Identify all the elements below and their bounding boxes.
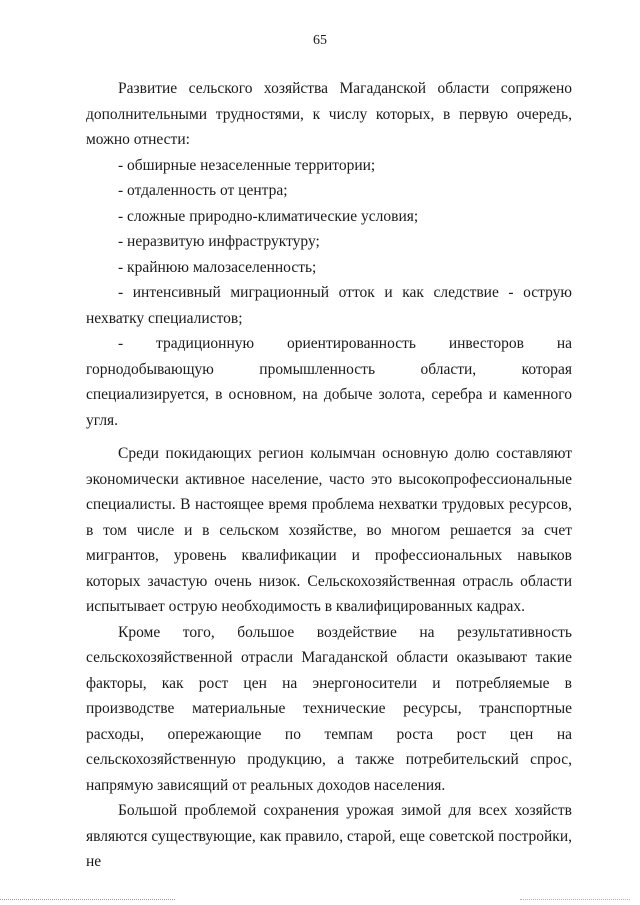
list-item: - отдаленность от центра; bbox=[118, 182, 288, 199]
migration-paragraph: Среди покидающих регион колымчан основную долю составляют экономически активное население, часто это высокопрофессиональные специалисты. В настоящее время проблема нехватки трудовых ресурсов, в том числе и в сельском хозяйстве, во многом решается за счет мигрантов, уровень квалификации и профессиональных навыков которых зачастую очень низок. Сельскохозяйственная отрасль области испытывает острую необходимость в квалифицированных кадрах. bbox=[86, 445, 572, 615]
footer-scan-line bbox=[520, 899, 630, 900]
list-item: - неразвитую инфраструктуру; bbox=[118, 233, 320, 250]
factors-paragraph: Кроме того, большое воздействие на результативность сельскохозяйственной отрасли Магаданской области оказывают такие факторы, как рост цен на энергоносители и потребляемые в производстве материальные технические ресурсы, транспортные расходы, опережающие по темпам роста рост цен на сельскохозяйственную продукцию, а также потребительский спрос, напрямую зависящий от реальных доходов населения. bbox=[86, 623, 572, 794]
page-number: 65 bbox=[313, 33, 327, 48]
list-item: - крайнюю малозаселенность; bbox=[118, 258, 317, 276]
list-item: - традиционную ориентированность инвесторов на горнодобывающую промышленность области, которая специализируется, в основном, на добыче золота, серебра и каменного угля. bbox=[86, 335, 572, 429]
list-item: - обширные незаселенные территории; bbox=[118, 156, 376, 174]
list-item: - интенсивный миграционный отток и как следствие - острую нехватку специалистов; bbox=[86, 284, 572, 327]
footer-scan-line bbox=[0, 899, 175, 900]
intro-paragraph: Развитие сельского хозяйства Магаданской области сопряжено дополнительными трудностями, к числу которых, в первую очередь, можно отнести: bbox=[86, 80, 572, 148]
difficulties-list bbox=[86, 153, 572, 434]
storage-paragraph: Большой проблемой сохранения урожая зимой для всех хозяйств являются существующие, как правило, старой, еще советской постройки, не bbox=[86, 802, 572, 870]
list-item: - сложные природно-климатические условия; bbox=[118, 207, 419, 225]
document-body bbox=[86, 76, 572, 875]
